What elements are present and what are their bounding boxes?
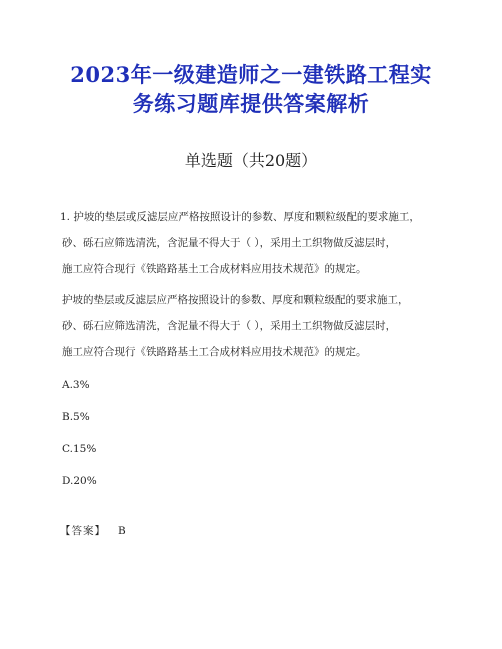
answer-label: 【答案】 xyxy=(60,525,106,537)
answer-options xyxy=(62,369,462,497)
option-b[interactable]: B.5% xyxy=(62,411,90,423)
option-d[interactable]: D.20% xyxy=(62,475,97,487)
answer-value: B xyxy=(118,525,126,537)
question-repeat-line-1: 护坡的垫层或反滤层应严格按照设计的参数、厚度和颗粒级配的要求施工， xyxy=(62,294,409,306)
question-repeat-line-2: 砂、砾石应筛选清洗，含泥量不得大于（ ），采用土工织物做反滤层时， xyxy=(62,320,397,332)
option-a[interactable]: A.3% xyxy=(62,379,90,391)
option-c[interactable]: C.15% xyxy=(62,443,97,455)
document-title-line-2: 务练习题库提供答案解析 xyxy=(132,91,370,116)
question-stem-repeat xyxy=(62,287,462,365)
question-line-2: 砂、砾石应筛选清洗，含泥量不得大于（ ），采用土工织物做反滤层时， xyxy=(62,237,397,249)
answer-line xyxy=(60,521,462,541)
question-line-3: 施工应符合现行《铁路路基土工合成材料应用技术规范》的规定。 xyxy=(62,263,367,275)
document-title xyxy=(40,60,462,118)
question-line-1: 1. 护坡的垫层或反滤层应严格按照设计的参数、厚度和颗粒级配的要求施工， xyxy=(60,211,420,223)
section-heading: 单选题（共20题） xyxy=(184,151,318,170)
question-stem xyxy=(62,204,462,365)
question-repeat-line-3: 施工应符合现行《铁路路基土工合成材料应用技术规范》的规定。 xyxy=(62,346,367,358)
document-title-line-1: 2023年一级建造师之一建铁路工程实 xyxy=(70,62,432,87)
